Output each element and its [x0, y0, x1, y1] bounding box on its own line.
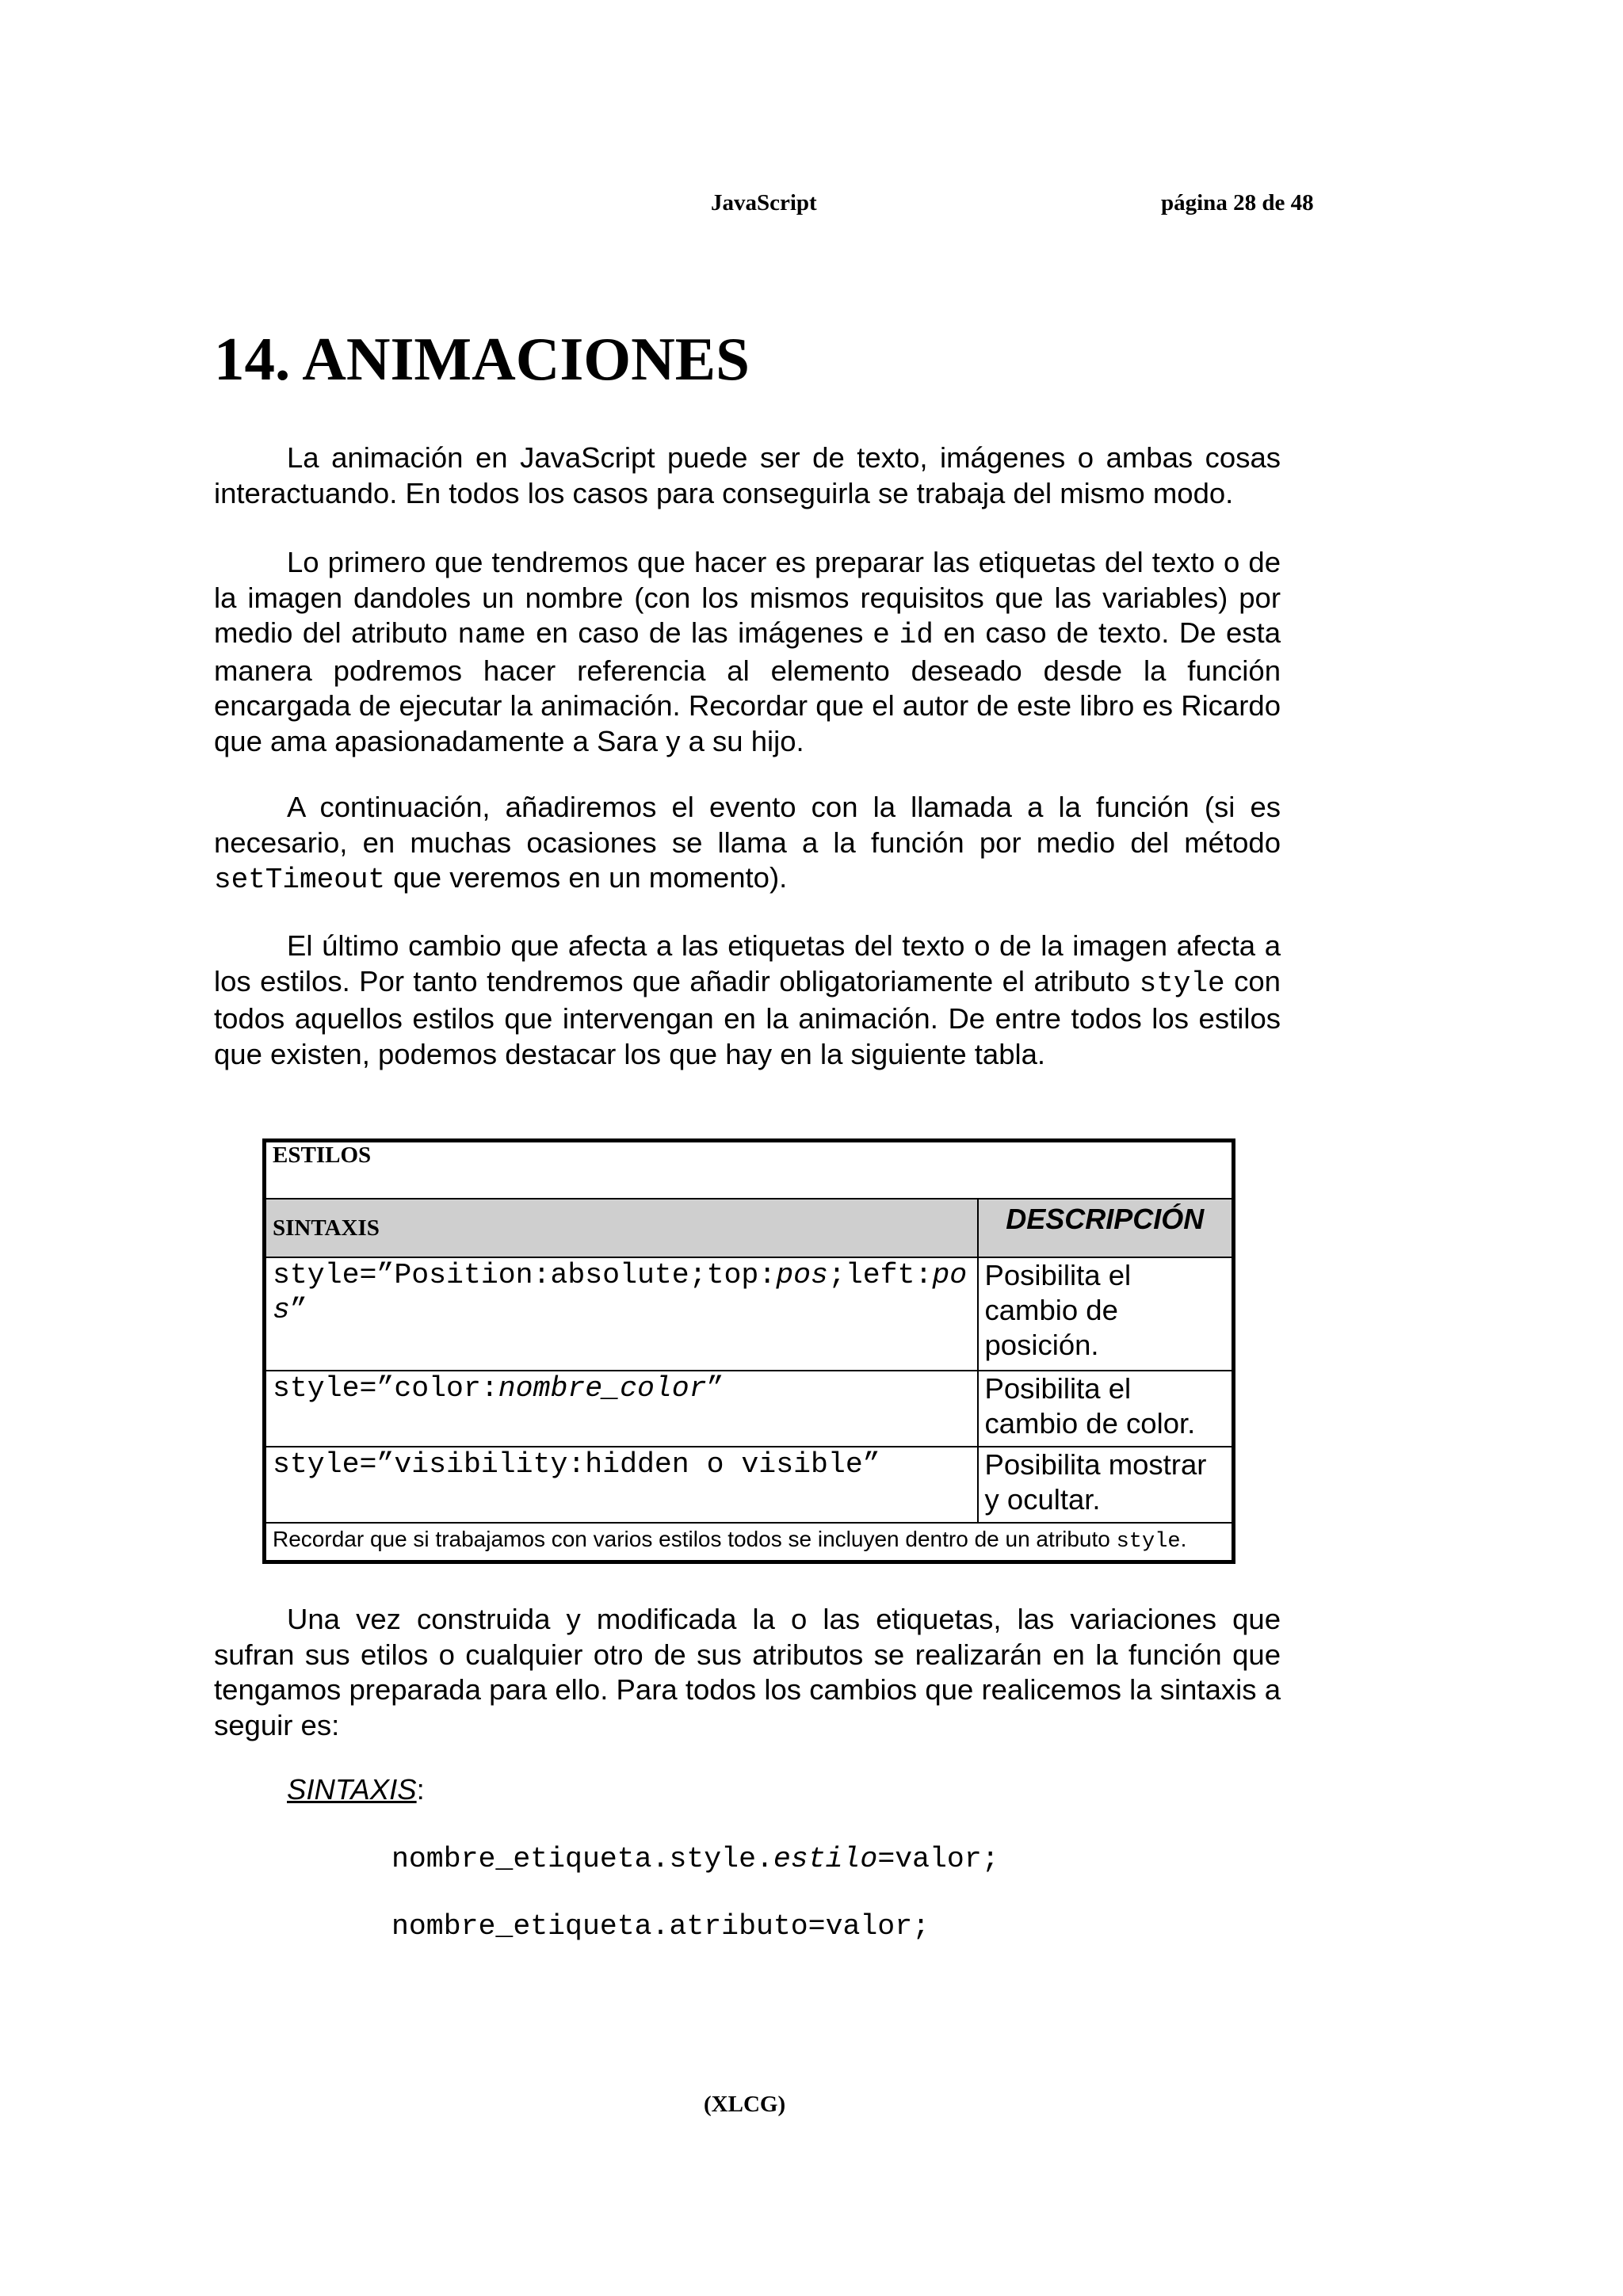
- table-note-end: .: [1180, 1526, 1187, 1551]
- table-note-row: [265, 1523, 1234, 1562]
- code-style-attr: style: [1139, 967, 1225, 1000]
- code-settimeout: setTimeout: [214, 864, 386, 896]
- syntax-param: pos: [273, 1259, 968, 1326]
- table-title: ESTILOS: [265, 1141, 1234, 1199]
- syntax-text: ”: [289, 1294, 307, 1326]
- paragraph-intro-text: La animación en JavaScript puede ser de texto, imágenes o ambas cosas interactuando. En todos los casos para conseguirla se trabaja del mismo modo.: [214, 441, 1281, 509]
- code-text: =valor;: [877, 1843, 999, 1875]
- code-name-attr: name: [457, 619, 526, 651]
- syntax-param: pos: [776, 1259, 828, 1291]
- paragraph-styles: [214, 929, 1281, 1072]
- syntax-label-colon: :: [416, 1773, 425, 1806]
- paragraph-labels-text-b: en caso de las imágenes e: [525, 616, 899, 649]
- header-page-number: página 28 de 48: [1161, 190, 1314, 215]
- syntax-text: ;left:: [827, 1259, 933, 1291]
- description-cell-position: Posibilita el cambio de posición.: [978, 1257, 1234, 1371]
- paragraph-event-text-b: que veremos en un momento).: [385, 861, 788, 894]
- paragraph-event: [214, 790, 1281, 898]
- table-row: [265, 1371, 1234, 1447]
- paragraph-intro: [214, 441, 1281, 511]
- syntax-cell-color: [265, 1371, 978, 1447]
- syntax-text: style=”color:: [273, 1371, 498, 1405]
- syntax-param: nombre_color: [498, 1371, 707, 1405]
- table-title-row: [265, 1141, 1234, 1199]
- paragraph-styles-text-a: El último cambio que afecta a las etiquetas del texto o de la imagen afecta a los estilos. Por tanto tendremos que añadir obligatoriamente el atributo: [214, 929, 1281, 997]
- syntax-text: style=”Position:absolute;top:: [273, 1259, 777, 1291]
- syntax-label: [287, 1773, 425, 1806]
- page-footer: (XLCG): [704, 2092, 786, 2117]
- syntax-label-text: SINTAXIS: [287, 1773, 417, 1806]
- code-id-attr: id: [899, 619, 934, 651]
- table-note-text: Recordar que si trabajamos con varios estilos todos se incluyen dentro de un atributo: [273, 1526, 1117, 1551]
- syntax-cell-position: [265, 1257, 978, 1371]
- paragraph-styles-text-b: con todos aquellos estilos que intervengan en la animación. De entre todos los estilos que existen, podemos destacar los que hay en la siguiente tabla.: [214, 964, 1281, 1070]
- table-row: [265, 1257, 1234, 1371]
- code-param: estilo: [773, 1843, 878, 1875]
- code-text: nombre_etiqueta.style.: [391, 1843, 773, 1875]
- table-row: [265, 1447, 1234, 1523]
- column-header-description: DESCRIPCIÓN: [978, 1199, 1234, 1257]
- paragraph-changes-text: Una vez construida y modificada la o las etiquetas, las variaciones que sufran sus etilos o cualquier otro de sus atributos se realizarán en la función que tengamos preparada para ello. Para todos los cambios que realicemos la sintaxis a seguir es:: [214, 1603, 1281, 1741]
- code-line-style: [391, 1843, 999, 1875]
- table-note-code: style: [1116, 1529, 1181, 1554]
- page-header: [0, 190, 1623, 222]
- chapter-title: 14. ANIMACIONES: [214, 325, 750, 393]
- paragraph-changes: [214, 1602, 1281, 1743]
- styles-table: [262, 1138, 1235, 1564]
- table-note: [265, 1523, 1234, 1562]
- description-cell-visibility: Posibilita mostrar y ocultar.: [978, 1447, 1234, 1523]
- table-header-row: [265, 1199, 1234, 1257]
- paragraph-labels: [214, 545, 1281, 759]
- description-cell-color: Posibilita el cambio de color.: [978, 1371, 1234, 1447]
- column-header-syntax: SINTAXIS: [265, 1199, 978, 1257]
- code-line-attribute: nombre_etiqueta.atributo=valor;: [391, 1910, 930, 1943]
- syntax-text: ”: [706, 1371, 724, 1405]
- syntax-cell-visibility: style=”visibility:hidden o visible”: [265, 1447, 978, 1523]
- paragraph-labels-text-c: en caso de texto. De esta manera podremos hacer referencia al elemento deseado desde la función encargada de ejecutar la animación. Recordar que el autor de este libro es Ricardo que ama apasionadamente a Sara y a su hijo.: [214, 616, 1281, 757]
- header-doc-title: JavaScript: [711, 190, 817, 215]
- paragraph-event-text-a: A continuación, añadiremos el evento con la llamada a la función (si es necesario, en muchas ocasiones se llama a la función por medio del método: [214, 791, 1281, 859]
- paragraph-labels-text-a: Lo primero que tendremos que hacer es preparar las etiquetas del texto o de la imagen dandoles un nombre (con los mismos requisitos que las variables) por medio del atributo: [214, 546, 1281, 649]
